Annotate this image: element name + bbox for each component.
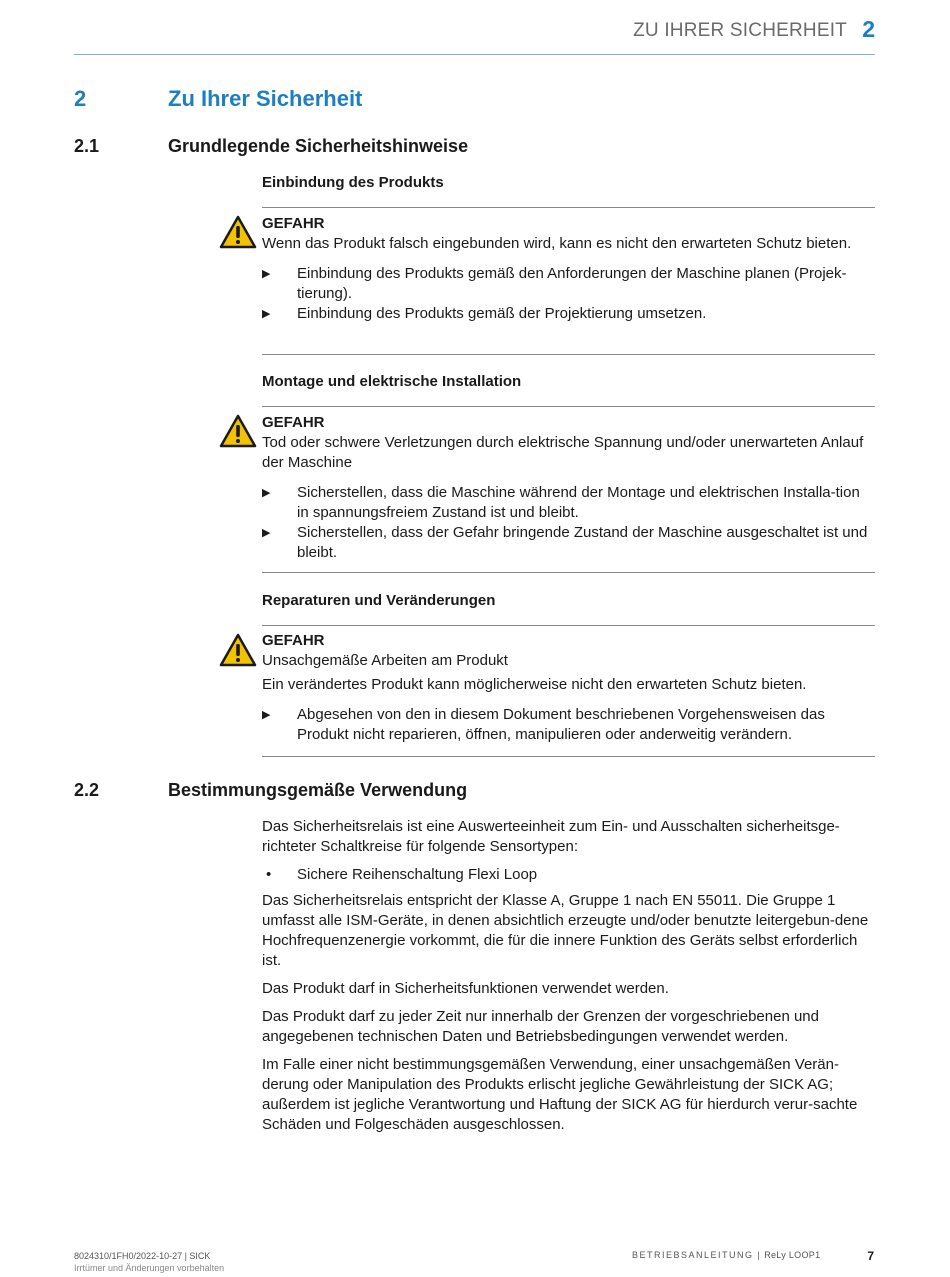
paragraph: Das Produkt darf zu jeder Zeit nur innerhalb der Grenzen der vorgeschriebenen und angegebenen technischen Daten und Betriebsbedingungen verwendet werden. xyxy=(262,1008,819,1045)
divider xyxy=(262,406,875,407)
warning-block-reparaturen xyxy=(262,631,875,745)
divider xyxy=(262,354,875,355)
chapter-number: 2 xyxy=(74,86,87,111)
warning-block-montage xyxy=(262,413,875,563)
footer-disclaimer: Irrtümer und Änderungen vorbehalten xyxy=(74,1263,225,1273)
divider xyxy=(262,756,875,757)
action-list xyxy=(262,264,875,324)
divider xyxy=(262,625,875,626)
warning-label: GEFAHR xyxy=(262,414,325,431)
header-title: ZU IHRER SICHERHEIT xyxy=(633,20,847,41)
header-chapter-number: 2 xyxy=(862,16,875,42)
footer-doc-id: 8024310/1FH0/2022-10-27 | SICK xyxy=(74,1251,211,1261)
footer-manual-type: BETRIEBSANLEITUNG xyxy=(632,1250,754,1260)
section-2-1-number: 2.1 xyxy=(74,136,100,156)
sensor-type-list xyxy=(262,865,875,885)
running-header xyxy=(74,14,875,55)
warning-triangle-icon xyxy=(219,633,257,667)
subhead-reparaturen: Reparaturen und Veränderungen xyxy=(262,592,496,609)
footer-manual-info xyxy=(632,1250,820,1260)
list-item: • Sichere Reihenschaltung Flexi Loop xyxy=(262,865,875,885)
list-item: ▶ Einbindung des Produkts gemäß der Projektierung umsetzen. xyxy=(262,304,875,324)
action-list xyxy=(262,705,875,745)
footer-product: ReLy LOOP1 xyxy=(764,1250,821,1260)
warning-block-einbindung xyxy=(262,214,875,324)
divider xyxy=(262,572,875,573)
warning-triangle-icon xyxy=(219,215,257,249)
list-item: ▶ Sicherstellen, dass die Maschine während der Montage und elektrischen Installa-tion in spannungsfreiem Zustand ist und bleibt. xyxy=(262,483,875,523)
warning-triangle-icon xyxy=(219,414,257,448)
subhead-einbindung: Einbindung des Produkts xyxy=(262,174,444,191)
warning-label: GEFAHR xyxy=(262,632,325,649)
warning-text-2: Ein verändertes Produkt kann möglicherweise nicht den erwarteten Schutz bieten. xyxy=(262,676,807,693)
warning-label: GEFAHR xyxy=(262,215,325,232)
warning-text: Tod oder schwere Verletzungen durch elektrische Spannung und/oder unerwarteten Anlauf der Maschine xyxy=(262,434,864,471)
paragraph: Im Falle einer nicht bestimmungsgemäßen Verwendung, einer unsachgemäßen Verän-derung oder Manipulation des Produkts erlischt jegliche Gewährleistung der SICK AG; außerdem ist jegliche Verantwortung und Haftung der SICK AG für hierdurch verur-sachte Schäden und Folgeschäden ausgeschlossen. xyxy=(262,1056,858,1133)
warning-text: Unsachgemäße Arbeiten am Produkt xyxy=(262,652,508,669)
footer-doc-info xyxy=(74,1250,224,1274)
divider xyxy=(262,207,875,208)
chapter-title: Zu Ihrer Sicherheit xyxy=(168,86,363,111)
section-2-1-title: Grundlegende Sicherheitshinweise xyxy=(168,136,469,156)
page-number: 7 xyxy=(867,1249,874,1263)
subhead-montage: Montage und elektrische Installation xyxy=(262,373,522,390)
paragraph: Das Sicherheitsrelais entspricht der Klasse A, Gruppe 1 nach EN 55011. Die Gruppe 1 umfasst alle ISM-Geräte, in denen absichtlich erzeugte und/oder benutzte leitergebun-dene Hochfrequenzenergie vorkommt, die für die innere Funktion des Geräts selbst erforderlich ist. xyxy=(262,892,869,969)
list-item: ▶ Einbindung des Produkts gemäß den Anforderungen der Maschine planen (Projek-tierung). xyxy=(262,264,875,304)
warning-text: Wenn das Produkt falsch eingebunden wird, kann es nicht den erwarteten Schutz bieten. xyxy=(262,235,852,252)
section-2-2-body xyxy=(262,817,875,1143)
section-2-2-number: 2.2 xyxy=(74,780,100,800)
section-2-2-title: Bestimmungsgemäße Verwendung xyxy=(168,780,468,800)
list-item: ▶ Abgesehen von den in diesem Dokument beschriebenen Vorgehensweisen das Produkt nicht reparieren, öffnen, manipulieren oder anderweitig verändern. xyxy=(262,705,875,745)
footer-separator: | xyxy=(757,1250,761,1260)
action-list xyxy=(262,483,875,563)
list-item: ▶ Sicherstellen, dass der Gefahr bringende Zustand der Maschine ausgeschaltet ist und bleibt. xyxy=(262,523,875,563)
paragraph: Das Sicherheitsrelais ist eine Auswerteeinheit zum Ein- und Ausschalten sicherheitsge-richteter Schaltkreise für folgende Sensortypen: xyxy=(262,818,840,855)
paragraph: Das Produkt darf in Sicherheitsfunktionen verwendet werden. xyxy=(262,980,669,997)
